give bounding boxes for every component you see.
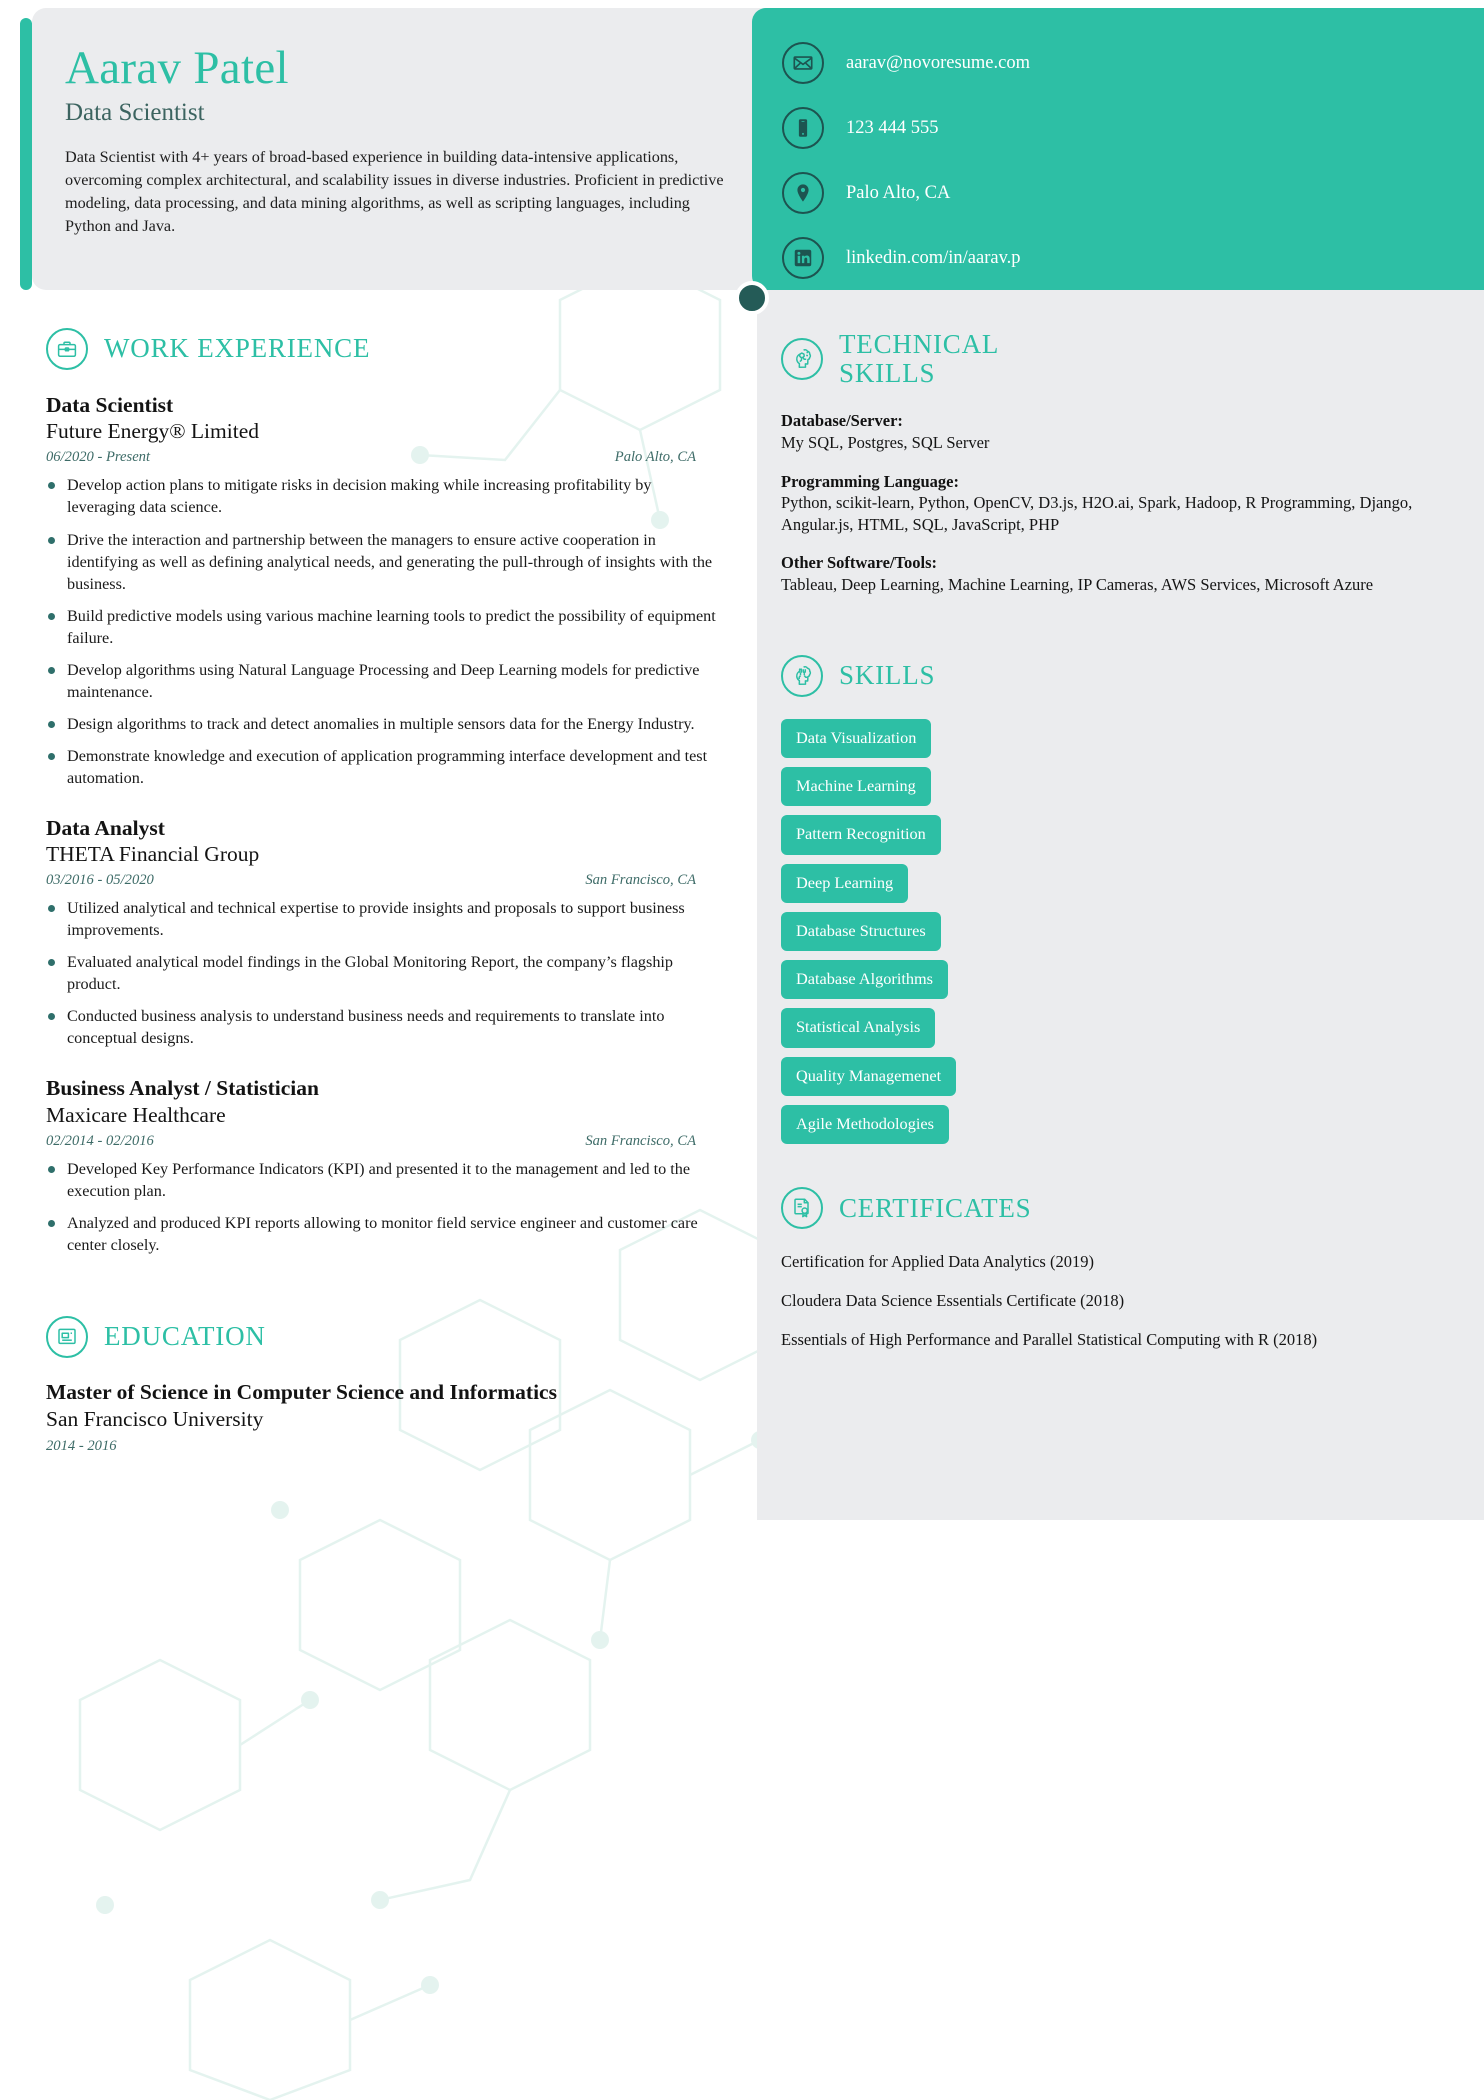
- work-bullet: Develop action plans to mitigate risks in decision making while increasing profitability by leveraging data science.: [46, 474, 716, 518]
- location-pin-icon: [782, 172, 824, 214]
- skill-tag[interactable]: Pattern Recognition: [781, 815, 941, 854]
- connector-dot: [735, 281, 769, 315]
- work-dates: 02/2014 - 02/2016: [46, 1132, 154, 1149]
- tech-skill-value: Tableau, Deep Learning, Machine Learning, IP Cameras, AWS Services, Microsoft Azure: [781, 574, 1374, 594]
- tech-skill-label: Other Software/Tools:: [781, 553, 937, 573]
- section-header-skills: [781, 655, 1450, 697]
- work-bullet: Build predictive models using various machine learning tools to predict the possibility of equipment failure.: [46, 605, 716, 649]
- education-degree: Master of Science in Computer Science and Informatics: [46, 1380, 557, 1404]
- contact-panel: [752, 8, 1484, 290]
- work-bullet: Demonstrate knowledge and execution of application programming interface development and test automation.: [46, 745, 716, 789]
- section-title-certificates: CERTIFICATES: [839, 1192, 1032, 1223]
- skill-tag[interactable]: Data Visualization: [781, 719, 931, 758]
- education-years: 2014 - 2016: [46, 1438, 117, 1455]
- phone-icon: [782, 107, 824, 149]
- email-icon: [782, 42, 824, 84]
- work-location: Palo Alto, CA: [614, 449, 696, 466]
- work-bullet: Drive the interaction and partnership between the managers to ensure active cooperation in identifying as well as defining analytical needs, and generating the pull-through of insights with the business.: [46, 529, 716, 595]
- technical-skills-list: [781, 410, 1450, 595]
- education-entry: [46, 1380, 752, 1455]
- spacer: [781, 1153, 1450, 1187]
- work-bullet-list: [46, 1158, 752, 1256]
- work-meta: [46, 872, 752, 889]
- work-role: Data Analyst: [46, 815, 165, 840]
- skill-tag[interactable]: Machine Learning: [781, 767, 931, 806]
- work-bullet: Utilized analytical and technical expertise to provide insights and proposals to support business improvements.: [46, 897, 716, 941]
- work-entry: [46, 392, 752, 789]
- work-bullet: Analyzed and produced KPI reports allowing to monitor field service engineer and customer care center closely.: [46, 1212, 716, 1256]
- tech-skill-group: [781, 410, 1450, 453]
- certificate-list: [781, 1251, 1450, 1350]
- skill-tag[interactable]: Database Algorithms: [781, 960, 948, 999]
- work-meta: [46, 449, 752, 466]
- linkedin-icon: [782, 237, 824, 279]
- sidebar: [757, 290, 1484, 1520]
- certificate-item: Essentials of High Performance and Parallel Statistical Computing with R (2018): [781, 1329, 1318, 1349]
- head-gears-icon: [781, 655, 823, 697]
- work-meta: [46, 1133, 752, 1150]
- certificate-icon: [781, 1187, 823, 1229]
- candidate-name: Aarav Patel: [65, 42, 289, 94]
- tech-skill-group: [781, 471, 1450, 536]
- work-company: THETA Financial Group: [46, 842, 260, 867]
- skill-tag-list: [781, 719, 1450, 1154]
- skill-tag[interactable]: Agile Methodologies: [781, 1105, 949, 1144]
- skill-tag[interactable]: Deep Learning: [781, 864, 908, 903]
- brain-head-icon: [781, 338, 823, 380]
- work-bullet: Evaluated analytical model findings in the Global Monitoring Report, the company’s flagship product.: [46, 951, 716, 995]
- work-role: Data Scientist: [46, 393, 174, 417]
- section-header-education: [46, 1316, 752, 1358]
- section-header-work-experience: [46, 328, 752, 370]
- education-school: San Francisco University: [46, 1406, 264, 1431]
- tech-skill-label: Database/Server:: [781, 411, 903, 431]
- work-bullet: Develop algorithms using Natural Language Processing and Deep Learning models for predictive maintenance.: [46, 659, 716, 703]
- left-accent-bar: [20, 18, 32, 290]
- work-entry: [46, 1075, 752, 1256]
- work-bullet: Design algorithms to track and detect anomalies in multiple sensors data for the Energy Industry.: [46, 713, 716, 735]
- section-title-work-experience: WORK EXPERIENCE: [104, 333, 371, 364]
- briefcase-icon: [46, 328, 88, 370]
- section-title-skills: SKILLS: [839, 660, 936, 691]
- section-header-technical-skills: [781, 330, 1450, 388]
- work-role: Business Analyst / Statistician: [46, 1076, 319, 1101]
- contact-row-email[interactable]: [774, 34, 1484, 92]
- tech-skill-group: [781, 552, 1450, 595]
- professional-summary: Data Scientist with 4+ years of broad-based experience in building data-intensive applications, overcoming complex architectural, and scalability issues in diverse industries. Proficient in predictive modeling, data processing, and data mining algorithms, as well as scripting languages, including Python and Java.: [65, 148, 724, 236]
- contact-row-location[interactable]: [774, 164, 1484, 222]
- main-column: [0, 290, 752, 1455]
- contact-row-phone[interactable]: [774, 99, 1484, 157]
- skill-tag[interactable]: Database Structures: [781, 912, 941, 951]
- skill-tag[interactable]: Quality Managemenet: [781, 1057, 956, 1096]
- work-location: San Francisco, CA: [585, 1132, 696, 1149]
- section-title-technical-skills: TECHNICAL SKILLS: [839, 329, 999, 389]
- work-dates: 06/2020 - Present: [46, 449, 151, 466]
- section-header-certificates: [781, 1187, 1450, 1229]
- tech-skill-label: Programming Language:: [781, 471, 959, 491]
- certificate-item: Cloudera Data Science Essentials Certificate (2018): [781, 1291, 1125, 1311]
- work-location: San Francisco, CA: [585, 872, 696, 889]
- contact-email-value: aarav@novoresume.com: [846, 52, 1030, 73]
- work-company: Future Energy® Limited: [46, 419, 259, 444]
- skill-tag[interactable]: Statistical Analysis: [781, 1008, 935, 1047]
- spacer: [46, 1282, 752, 1316]
- work-bullet-list: [46, 897, 752, 1049]
- certificate-item: Certification for Applied Data Analytics (2019): [781, 1252, 1094, 1272]
- work-bullet: Conducted business analysis to understand business needs and requirements to translate into conceptual designs.: [46, 1005, 716, 1049]
- contact-phone-value: 123 444 555: [846, 117, 939, 138]
- candidate-job-title: Data Scientist: [65, 98, 205, 126]
- tech-skill-value: Python, scikit-learn, Python, OpenCV, D3.js, H2O.ai, Spark, Hadoop, R Programming, Django, Angular.js, HTML, SQL, JavaScript, PHP: [781, 492, 1413, 534]
- contact-location-value: Palo Alto, CA: [846, 182, 951, 203]
- work-bullet-list: [46, 474, 752, 788]
- contact-linkedin-value: linkedin.com/in/aarav.p: [846, 247, 1021, 268]
- spacer: [781, 613, 1450, 655]
- contact-row-linkedin[interactable]: [774, 229, 1484, 287]
- graduation-board-icon: [46, 1316, 88, 1358]
- section-title-education: EDUCATION: [104, 1321, 266, 1352]
- work-bullet: Developed Key Performance Indicators (KPI) and presented it to the management and led to the execution plan.: [46, 1158, 716, 1202]
- work-dates: 03/2016 - 05/2020: [46, 872, 154, 889]
- tech-skill-value: My SQL, Postgres, SQL Server: [781, 432, 990, 452]
- work-company: Maxicare Healthcare: [46, 1102, 226, 1127]
- work-entry: [46, 815, 752, 1050]
